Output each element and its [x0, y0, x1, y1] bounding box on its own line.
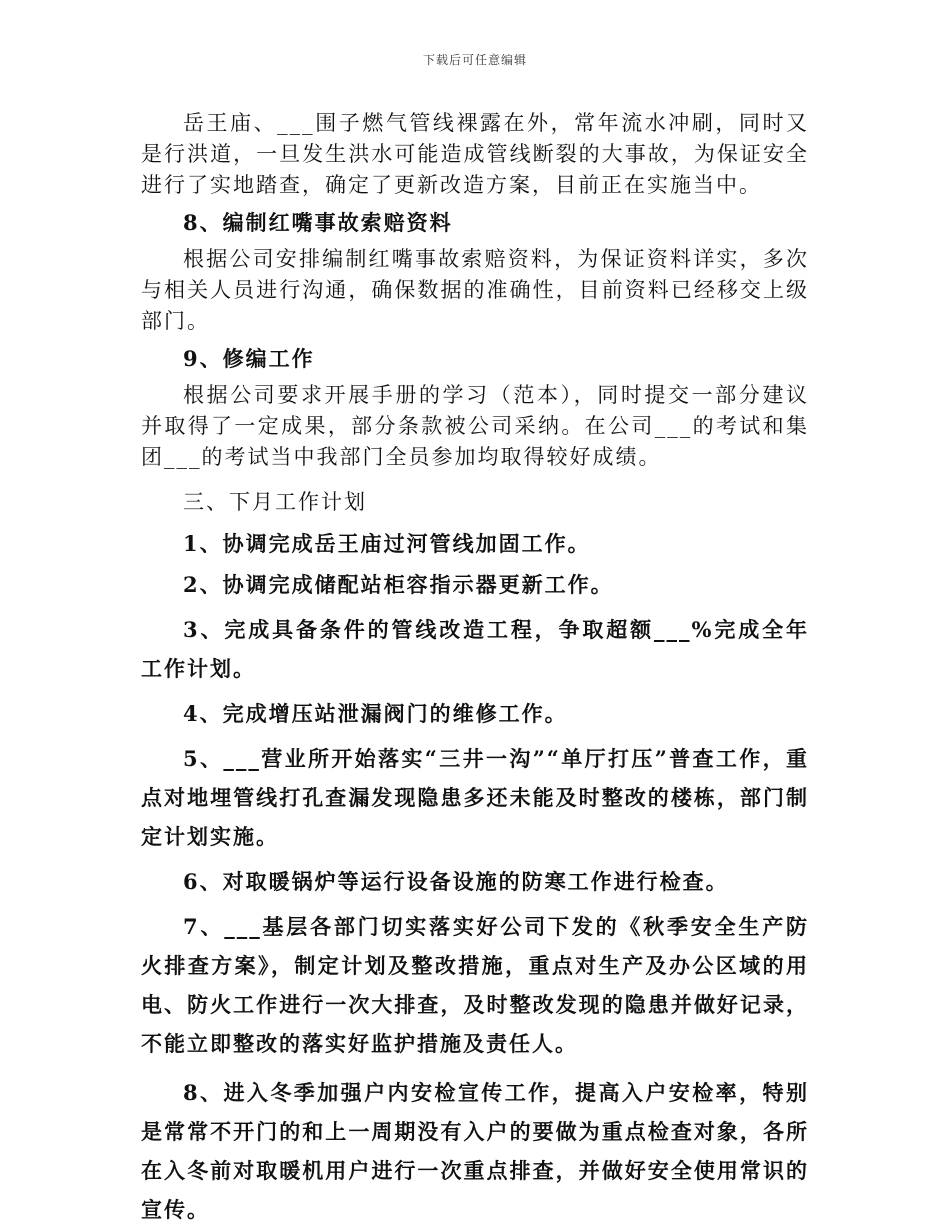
paragraph-claim-materials: 根据公司安排编制红嘴事故索赔资料，为保证资料详实，多次与相关人员进行沟通，确保数据的准确性，目前资料已经移交上级部门。 [141, 247, 809, 333]
page-header-note: 下载后可任意编辑 [422, 53, 527, 67]
plan-item-1: 1、协调完成岳王庙过河管线加固工作。 [183, 531, 591, 556]
plan-item-8: 8、进入冬季加强户内安检宣传工作，提高入户安检率，特别是常常不开门的和上一周期没有入户的要做为重点检查对象，各所在入冬前对取暖机用户进行一次重点排查，并做好安全使用常识的宣传。 [141, 1080, 809, 1222]
section-heading-next-month-plan: 三、下月工作计划 [183, 490, 367, 514]
plan-item-4: 4、完成增压站泄漏阀门的维修工作。 [183, 701, 568, 726]
plan-item-6: 6、对取暖锅炉等运行设备设施的防寒工作进行检查。 [183, 869, 729, 894]
paragraph-pipeline-exposure: 岳王庙、___围子燃气管线裸露在外，常年流水冲刷，同时又是行洪道，一旦发生洪水可能造成管线断裂的大事故，为保证安全进行了实地踏查，确定了更新改造方案，目前正在实施当中。 [141, 111, 809, 197]
plan-item-3: 3、完成具备条件的管线改造工程，争取超额___%完成全年工作计划。 [141, 617, 809, 681]
plan-item-7: 7、___基层各部门切实落实好公司下发的《秋季安全生产防火排查方案》，制定计划及整改措施，重点对生产及办公区域的用电、防火工作进行一次大排查，及时整改发现的隐患并做好记录，不能立即整改的落实好监护措施及责任人。 [141, 914, 809, 1056]
document-body [141, 108, 809, 1229]
plan-item-2: 2、协调完成储配站柜容指示器更新工作。 [183, 572, 614, 597]
section-heading-8: 8、编制红嘴事故索赔资料 [183, 210, 453, 235]
section-heading-9: 9、修编工作 [183, 346, 315, 371]
plan-item-5: 5、___营业所开始落实“三井一沟”“单厅打压”普查工作，重点对地埋管线打孔查漏发现隐患多还未能及时整改的楼栋，部门制定计划实施。 [141, 746, 809, 849]
paragraph-revision-work: 根据公司要求开展手册的学习（范本），同时提交一部分建议并取得了一定成果，部分条款被公司采纳。在公司___的考试和集团___的考试当中我部门全员参加均取得较好成绩。 [141, 383, 809, 469]
